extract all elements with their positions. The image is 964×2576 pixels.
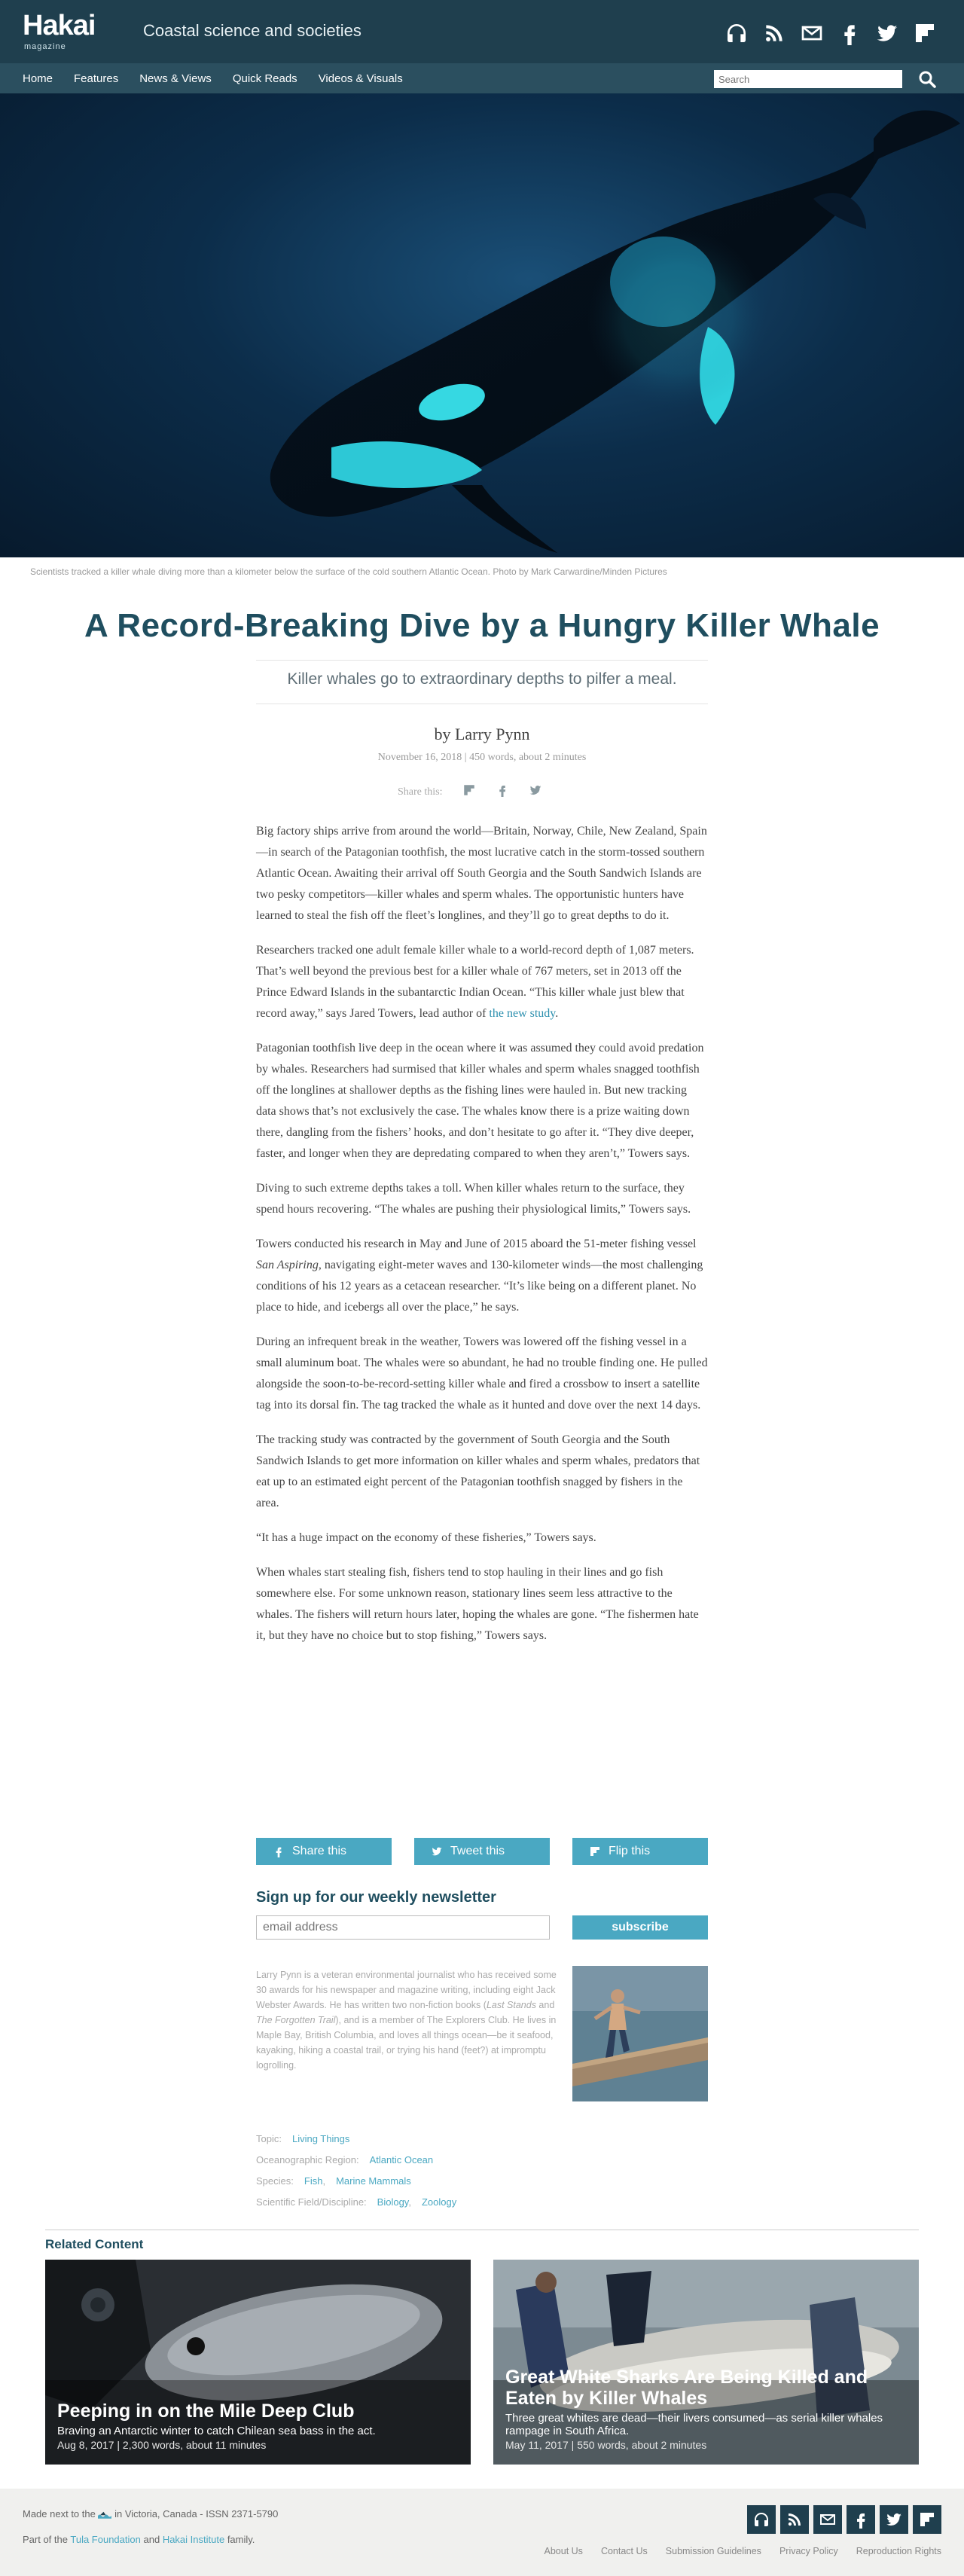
author-bio: [256, 1967, 557, 2073]
paragraph-text: Towers conducted his research in May and June of 2015 aboard the 51-meter fishing vessel: [256, 1238, 697, 1250]
headphones-icon[interactable]: [721, 18, 752, 48]
paragraph: [256, 1234, 708, 1318]
hero-image: [0, 93, 964, 557]
subscribe-button[interactable]: subscribe: [572, 1915, 708, 1940]
email-icon[interactable]: [813, 2505, 842, 2534]
article-byline[interactable]: by Larry Pynn: [434, 725, 530, 743]
related-card[interactable]: [493, 2260, 919, 2465]
footer-made-in: [23, 2508, 278, 2520]
nav-quick-reads[interactable]: Quick Reads: [232, 72, 297, 85]
nav-news-views[interactable]: News & Views: [139, 72, 212, 85]
paragraph: The tracking study was contracted by the government of South Georgia and the South Sandwich Islands to get more information on killer whales and sperm whales, predators that eat up to an estimated eight percent of the Patagonian toothfish snagged by fishers in the area.: [256, 1433, 700, 1509]
twitter-icon[interactable]: [872, 18, 902, 48]
paragraph: When whales start stealing fish, fishers tend to stop hauling in their lines and go fish somewhere else. For some unknown reason, stationary lines seem less attractive to the whales. The fishers will return hours later, hoping the whales are gone. “The fishermen hate it, but they have no choice but to stop fishing,” Towers says.: [256, 1566, 699, 1642]
bio-text: ), and is a member of The Explorers Club. He lives in Maple Bay, British Columbia, and loves all things ocean—be it seafood, kayaking, hiking a coastal trail, or trying his hand (feet?) at impromptu logrolling.: [256, 2015, 557, 2071]
paragraph: Patagonian toothfish live deep in the ocean where it was assumed they could avoid predation by whales. Researchers had surmised that killer whales and sperm whales snagged toothfish off the longlines at shallower depths as the fishing lines were hauled in. But new tracking data shows that’s not exclusively the case. The whales know there is a prize waiting down there, dangling from the fishers’ hooks, and don’t hesitate to go after it. “They dive deeper, faster, and longer when they are depredating compared to when they aren’t,” Towers says.: [256, 1042, 704, 1160]
article-meta: November 16, 2018 | 450 words, about 2 minutes: [377, 752, 587, 763]
share-row: [398, 783, 542, 801]
newsletter-title: Sign up for our weekly newsletter: [256, 1889, 496, 1906]
share-facebook-label: Share this: [292, 1845, 347, 1857]
tag-link[interactable]: Biology: [377, 2196, 409, 2208]
book-title: The Forgotten Trail: [256, 2015, 336, 2025]
email-field[interactable]: [256, 1915, 550, 1940]
main-navigation: [0, 63, 964, 93]
vessel-name: San Aspiring: [256, 1259, 319, 1271]
facebook-icon[interactable]: [847, 2505, 875, 2534]
twitter-icon[interactable]: [529, 783, 542, 801]
footer-text: and: [143, 2534, 160, 2545]
rss-icon[interactable]: [759, 18, 789, 48]
header-social-icons: [721, 18, 940, 48]
paragraph: During an infrequent break in the weather, Towers was lowered off the fishing vessel in a small aluminum boat. The whales were so abundant, he had no trouble finding one. He pulled alongside the soon-to-be-record-setting killer whale and fired a crossbow to insert a satellite tag into its dorsal fin. The tag tracked the whale as it hunted and dove over the next 14 days.: [256, 1335, 708, 1412]
footer-link-about[interactable]: About Us: [544, 2546, 583, 2556]
site-tagline: Coastal science and societies: [143, 21, 362, 40]
related-heading: Related Content: [45, 2237, 144, 2251]
footer-link-reproduction[interactable]: Reproduction Rights: [856, 2546, 941, 2556]
related-card-title: Peeping in on the Mile Deep Club: [57, 2401, 355, 2422]
paragraph: [256, 940, 708, 1024]
paragraph: “It has a huge impact on the economy of these fisheries,” Towers says.: [256, 1531, 596, 1544]
email-icon[interactable]: [797, 18, 827, 48]
related-card-meta: Aug 8, 2017 | 2,300 words, about 11 minutes: [57, 2439, 267, 2451]
study-link[interactable]: the new study: [489, 1007, 556, 1020]
nav-videos-visuals[interactable]: Videos & Visuals: [318, 72, 403, 85]
deck-divider-top: [256, 660, 708, 661]
facebook-icon[interactable]: [496, 783, 509, 801]
taxonomy-topic: [256, 2133, 349, 2144]
author-photo: [572, 1966, 708, 2101]
hero-caption: Scientists tracked a killer whale diving more than a kilometer below the surface of the cold southern Atlantic Ocean. Photo by Mark Carwardine/Minden Pictures: [30, 566, 667, 577]
site-header: [0, 0, 964, 63]
facebook-icon: [273, 1845, 285, 1857]
share-facebook-button[interactable]: [256, 1838, 392, 1865]
search-icon[interactable]: [917, 69, 937, 89]
hakai-institute-link[interactable]: Hakai Institute: [162, 2534, 225, 2545]
paragraph-end: .: [555, 1007, 559, 1020]
tweet-label: Tweet this: [450, 1845, 505, 1857]
paragraph-text: , navigating eight-meter waves and 130-kilometer winds—the most challenging conditions of his 12 years as a cetacean researcher. “It’s like being on a different planet. No place to hide, and icebergs all over the place,” he says.: [256, 1259, 703, 1314]
footer-part-of: [23, 2534, 255, 2545]
headphones-icon[interactable]: [747, 2505, 776, 2534]
footer-text: Part of the: [23, 2534, 68, 2545]
taxonomy-label: Topic:: [256, 2133, 282, 2144]
logo-text: Hakai: [23, 10, 96, 41]
paragraph: Diving to such extreme depths takes a toll. When killer whales return to the surface, they spend hours recovering. “The whales are pushing their physiological limits,” Towers says.: [256, 1182, 691, 1216]
footer-link-contact[interactable]: Contact Us: [600, 2546, 648, 2556]
twitter-icon[interactable]: [880, 2505, 908, 2534]
related-card-desc: Three great whites are dead—their livers consumed—as serial killer whales rampage in South Africa.: [505, 2412, 883, 2437]
share-label: Share this:: [398, 786, 443, 798]
facebook-icon[interactable]: [834, 18, 865, 48]
tweet-button[interactable]: [414, 1838, 550, 1865]
nav-home[interactable]: Home: [23, 72, 53, 85]
logo-subtext: magazine: [24, 42, 66, 51]
footer-links: [545, 2546, 941, 2556]
article-body: [256, 821, 708, 1660]
footer-link-privacy[interactable]: Privacy Policy: [779, 2546, 838, 2556]
related-card-meta: May 11, 2017 | 550 words, about 2 minutes: [505, 2439, 707, 2451]
footer-text: family.: [227, 2534, 255, 2545]
taxonomy-species: Species: Fish, Marine Mammals: [256, 2175, 411, 2187]
sea-icon: [98, 2510, 111, 2519]
tag-link[interactable]: Fish: [304, 2175, 323, 2187]
flipboard-icon: [589, 1845, 601, 1857]
footer-text: in Victoria, Canada - ISSN 2371-5790: [114, 2508, 279, 2520]
article-title: A Record-Breaking Dive by a Hungry Killer Whale: [84, 607, 880, 644]
tag-link[interactable]: Living Things: [291, 2133, 350, 2144]
taxonomy-field: Scientific Field/Discipline: Biology, Zoology: [256, 2196, 457, 2208]
paragraph: Big factory ships arrive from around the world—Britain, Norway, Chile, New Zealand, Spain—in search of the Patagonian toothfish, the most lucrative catch in the storm-tossed southern Atlantic Ocean. Awaiting their arrival off South Georgia and the South Sandwich Islands are two pesky competitors—killer whales and sperm whales. The opportunistic hunters have learned to steal the fish off the fleet’s longlines, and they’ll go to great depths to do it.: [256, 825, 707, 922]
related-card-title: Great White Sharks Are Being Killed and Eaten by Killer Whales: [505, 2367, 868, 2409]
rss-icon[interactable]: [780, 2505, 809, 2534]
flipboard-icon[interactable]: [910, 18, 940, 48]
bio-text: and: [535, 2000, 555, 2010]
footer-social-icons: [747, 2505, 941, 2534]
paragraph-text: Researchers tracked one adult female killer whale to a world-record depth of 1,087 meters. That’s well beyond the previous best for a killer whale of 767 meters, set in 2013 off the Prince Edward Islands in the subantarctic Indian Ocean. “This killer whale just blew that record away,” says Jared Towers, lead author of: [256, 944, 694, 1020]
tula-foundation-link[interactable]: Tula Foundation: [70, 2534, 141, 2545]
book-title: Last Stands: [486, 2000, 536, 2010]
footer-link-submission[interactable]: Submission Guidelines: [665, 2546, 761, 2556]
related-card[interactable]: [45, 2260, 471, 2465]
footer-text: Made next to the: [23, 2508, 96, 2520]
share-buttons: [256, 1838, 708, 1865]
taxonomy-label: Species:: [256, 2175, 294, 2187]
taxonomy-region: [256, 2154, 433, 2165]
site-footer: [0, 2489, 964, 2576]
tag-link[interactable]: Atlantic Ocean: [369, 2154, 434, 2165]
related-card-desc: Braving an Antarctic winter to catch Chilean sea bass in the act.: [57, 2425, 376, 2437]
killer-whale-illustration: [0, 93, 964, 557]
taxonomy-label: Scientific Field/Discipline:: [256, 2196, 367, 2208]
site-logo[interactable]: [23, 10, 96, 51]
twitter-icon: [431, 1845, 443, 1857]
nav-features[interactable]: Features: [74, 72, 119, 85]
flipboard-icon[interactable]: [913, 2505, 941, 2534]
article-deck: Killer whales go to extraordinary depths to pilfer a meal.: [287, 670, 677, 688]
flip-label: Flip this: [609, 1845, 651, 1857]
flip-button[interactable]: [572, 1838, 708, 1865]
tag-link[interactable]: Marine Mammals: [336, 2175, 411, 2187]
search-input[interactable]: [714, 70, 902, 88]
flipboard-icon[interactable]: [462, 783, 476, 801]
bio-text: Larry Pynn is a veteran environmental journalist who has received some 30 awards for his newspaper and magazine writing, including eight Jack Webster Awards. He has written two non-fiction books (: [256, 1970, 557, 2010]
tag-link[interactable]: Zoology: [421, 2196, 457, 2208]
taxonomy-label: Oceanographic Region:: [256, 2154, 359, 2165]
